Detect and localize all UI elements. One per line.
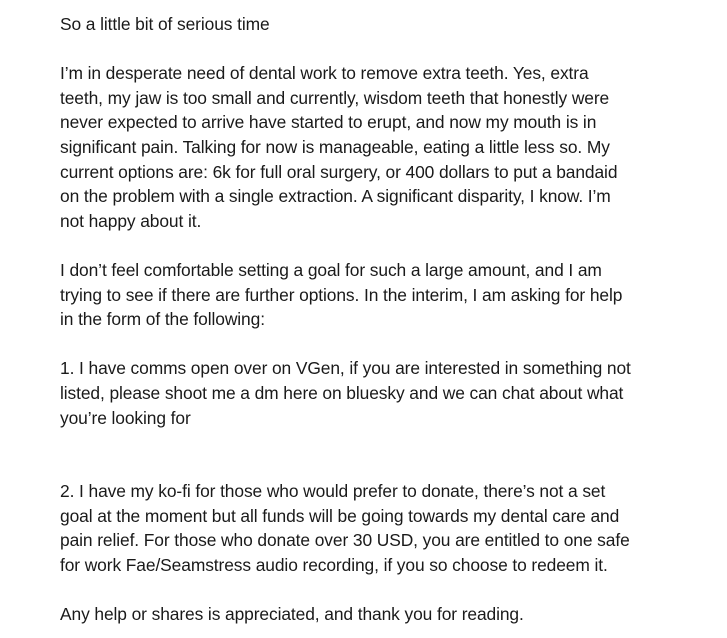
closing-text: Any help or shares is appreciated, and thank you for reading.: [60, 604, 524, 625]
closing-line: [60, 602, 720, 627]
text-line: goal at the moment but all funds will be going towards my dental care and: [60, 505, 620, 526]
text-line: never expected to arrive have started to erupt, and now my mouth is in: [60, 112, 597, 133]
paragraph-spacer: [60, 37, 720, 62]
text-line: I don’t feel comfortable setting a goal for such a large amount, and I am: [60, 259, 602, 280]
text-line: not happy about it.: [60, 210, 202, 231]
paragraph-goal: [60, 258, 720, 332]
text-line: for work Fae/Seamstress audio recording, if you so choose to redeem it.: [60, 555, 608, 576]
paragraph-spacer: [60, 233, 720, 258]
text-line: listed, please shoot me a dm here on bluesky and we can chat about what: [60, 382, 624, 403]
text-line: I’m in desperate need of dental work to remove extra teeth. Yes, extra: [60, 63, 589, 84]
text-line: 2. I have my ko-fi for those who would prefer to donate, there’s not a set: [60, 481, 606, 502]
heading-text: So a little bit of serious time: [60, 14, 270, 34]
text-line: significant pain. Talking for now is manageable, eating a little less so. My: [60, 136, 610, 157]
paragraph-dental-need: [60, 61, 720, 233]
paragraph-spacer: [60, 430, 720, 479]
document-body: [60, 12, 720, 627]
text-line: pain relief. For those who donate over 30 USD, you are entitled to one safe: [60, 530, 630, 551]
list-item-kofi: [60, 479, 720, 577]
text-line: you’re looking for: [60, 407, 191, 428]
text-line: teeth, my jaw is too small and currently, wisdom teeth that honestly were: [60, 87, 610, 108]
paragraph-spacer: [60, 578, 720, 603]
text-line: trying to see if there are further options. In the interim, I am asking for help: [60, 284, 623, 305]
heading-line: [60, 12, 720, 37]
text-line: in the form of the following:: [60, 309, 265, 330]
text-line: on the problem with a single extraction. A significant disparity, I know. I’m: [60, 186, 611, 207]
text-line: 1. I have comms open over on VGen, if you are interested in something not: [60, 358, 631, 379]
paragraph-spacer: [60, 332, 720, 357]
text-line: current options are: 6k for full oral surgery, or 400 dollars to put a bandaid: [60, 161, 618, 182]
list-item-vgen: [60, 356, 720, 430]
